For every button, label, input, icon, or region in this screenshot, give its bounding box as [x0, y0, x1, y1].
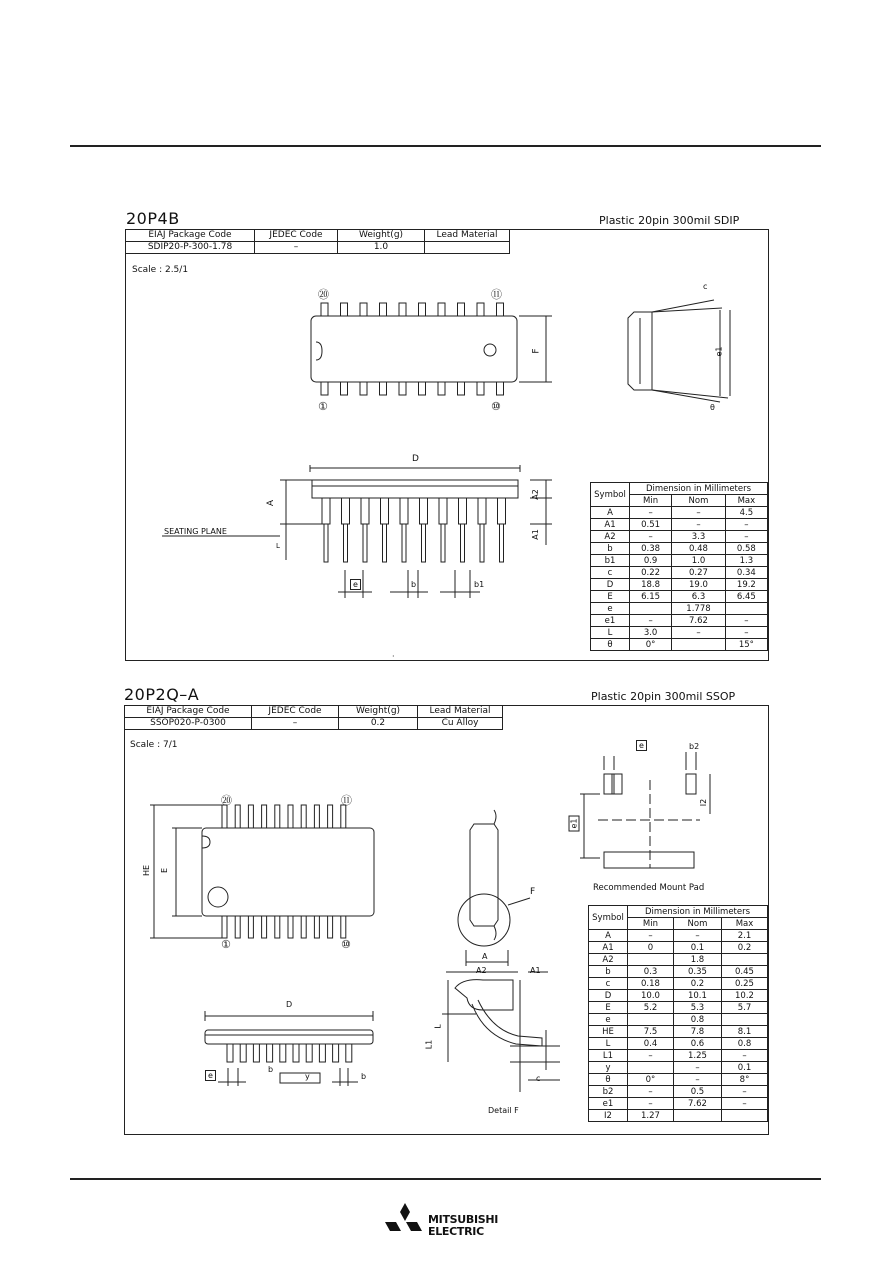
ssop-lead [240, 1044, 246, 1062]
ssop-lead [253, 1044, 259, 1062]
dim-symbol: D [589, 990, 628, 1002]
ssop-dim-A-label: A [482, 952, 488, 961]
value-lead-material-ssop: Cu Alloy [418, 718, 503, 730]
header-weight: Weight(g) [338, 230, 425, 242]
dim-symbol: L1 [589, 1050, 628, 1062]
value-eiaj-ssop: SSOP020-P-0300 [125, 718, 252, 730]
dim-header-nom: Nom [672, 495, 726, 507]
ssop-pin20-label: ⑳ [221, 794, 232, 807]
value-weight-ssop: 0.2 [339, 718, 418, 730]
dim-min: 0.3 [628, 966, 674, 978]
ssop-lead [235, 916, 240, 938]
dim-header-symbol: Symbol [591, 483, 630, 507]
dim-symbol: D [591, 579, 630, 591]
ssop-lead [319, 1044, 325, 1062]
ssop-lead [301, 916, 306, 938]
dim-min: – [630, 531, 672, 543]
dim-max: 10.2 [721, 990, 767, 1002]
header-lead-material-ssop: Lead Material [418, 706, 503, 718]
ssop-lead [288, 805, 293, 828]
dim-max: 0.25 [721, 978, 767, 990]
sdip-dim-D-label: D [412, 454, 419, 464]
dim-symbol: b [591, 543, 630, 555]
header-jedec-ssop: JEDEC Code [252, 706, 339, 718]
ssop-lead [328, 916, 333, 938]
ssop-dimension-row [589, 1098, 768, 1110]
ssop-lead [306, 1044, 312, 1062]
ssop-dimension-row [589, 942, 768, 954]
dim-nom: 3.3 [672, 531, 726, 543]
sdip-dim-c-label: c [703, 282, 708, 291]
ssop-dim-D-label: D [286, 1000, 293, 1009]
dim-nom: 1.0 [672, 555, 726, 567]
dim-max: 5.7 [721, 1002, 767, 1014]
scale-label-ssop: Scale : 7/1 [130, 740, 178, 750]
dim-min [628, 954, 674, 966]
value-eiaj: SDIP20-P-300-1.78 [126, 242, 255, 254]
ssop-dim-L-label: L [433, 1024, 443, 1029]
ssop-lead [262, 916, 267, 938]
dim-max: – [725, 627, 767, 639]
dim-symbol: θ [589, 1074, 628, 1086]
dim-max: – [721, 1098, 767, 1110]
ssop-lead [346, 1044, 352, 1062]
ssop-lead [222, 916, 227, 938]
ssop-dim-e-label: e [205, 1070, 216, 1081]
dim-max: – [725, 531, 767, 543]
dim-max [721, 954, 767, 966]
dim-header-group-ssop: Dimension in Millimeters [628, 906, 768, 918]
dim-nom: 6.3 [672, 591, 726, 603]
dim-nom: 7.8 [673, 1026, 721, 1038]
dim-max: – [721, 1050, 767, 1062]
ssop-lead [267, 1044, 273, 1062]
dim-min: 0° [628, 1074, 674, 1086]
dim-symbol: b1 [591, 555, 630, 567]
sdip-pin11-label: ⑪ [491, 288, 502, 301]
ssop-lead [248, 916, 253, 938]
ssop-dimension-row [589, 1026, 768, 1038]
sdip-pin10-label: ⑩ [491, 400, 501, 413]
dim-max: – [721, 1086, 767, 1098]
dim-nom: 7.62 [672, 615, 726, 627]
dim-max: 4.5 [725, 507, 767, 519]
sdip-dim-A2-label: A2 [530, 489, 540, 500]
dim-symbol: y [589, 1062, 628, 1074]
dim-nom [673, 1110, 721, 1122]
ssop-mount-pad-label: Recommended Mount Pad [593, 883, 705, 893]
ssop-lead [341, 805, 346, 828]
dim-min: 0.22 [630, 567, 672, 579]
header-eiaj: EIAJ Package Code [126, 230, 255, 242]
dim-max: 8° [721, 1074, 767, 1086]
ssop-lead [288, 916, 293, 938]
dim-symbol: I2 [589, 1110, 628, 1122]
dim-max: 0.1 [721, 1062, 767, 1074]
ssop-dimension-row [589, 1074, 768, 1086]
dim-min: – [628, 1098, 674, 1110]
scale-label-sdip: Scale : 2.5/1 [132, 265, 189, 275]
ssop-dim-h-label: b [361, 1072, 367, 1081]
dim-max: 6.45 [725, 591, 767, 603]
dim-nom: 1.778 [672, 603, 726, 615]
sdip-dim-b1-label: b1 [474, 580, 485, 589]
value-jedec: – [255, 242, 338, 254]
dim-min: 7.5 [628, 1026, 674, 1038]
dim-nom: 7.62 [673, 1098, 721, 1110]
dim-symbol: A1 [589, 942, 628, 954]
dim-min: – [628, 930, 674, 942]
ssop-dimension-row [589, 1062, 768, 1074]
dim-nom: 0.1 [673, 942, 721, 954]
dim-nom: 0.8 [673, 1014, 721, 1026]
dim-min: 3.0 [630, 627, 672, 639]
ssop-pad-I2-label: I2 [699, 798, 709, 807]
dim-min: 0.18 [628, 978, 674, 990]
ssop-pin10-label: ⑩ [341, 938, 351, 951]
dim-max: 8.1 [721, 1026, 767, 1038]
dim-header-min: Min [630, 495, 672, 507]
value-weight: 1.0 [338, 242, 425, 254]
dim-header-symbol-ssop: Symbol [589, 906, 628, 930]
dim-max: 0.2 [721, 942, 767, 954]
dim-symbol: HE [589, 1026, 628, 1038]
ssop-dim-c-label: c [536, 1074, 541, 1083]
ssop-lead [333, 1044, 339, 1062]
dim-nom: 1.8 [673, 954, 721, 966]
ssop-dimension-row [589, 990, 768, 1002]
dim-max: 0.8 [721, 1038, 767, 1050]
ssop-pad-e-label: e [636, 740, 647, 751]
dim-symbol: c [591, 567, 630, 579]
dim-symbol: e1 [591, 615, 630, 627]
ssop-lead [341, 916, 346, 938]
ssop-dimension-row [589, 1002, 768, 1014]
dim-symbol: L [589, 1038, 628, 1050]
dim-nom: – [673, 930, 721, 942]
dim-max: 2.1 [721, 930, 767, 942]
ssop-pin11-label: ⑪ [341, 794, 352, 807]
ssop-dim-A1-label: A1 [530, 966, 541, 975]
dim-symbol: A1 [591, 519, 630, 531]
dim-nom: 0.27 [672, 567, 726, 579]
dim-header-max-ssop: Max [721, 918, 767, 930]
header-weight-ssop: Weight(g) [339, 706, 418, 718]
dim-min: 0 [628, 942, 674, 954]
dim-min: 6.15 [630, 591, 672, 603]
dim-symbol: θ [591, 639, 630, 651]
package-description-sdip: Plastic 20pin 300mil SDIP [599, 214, 740, 227]
ssop-dimension-row [589, 1014, 768, 1026]
ssop-lead [248, 805, 253, 828]
ssop-lead [293, 1044, 299, 1062]
dim-header-max: Max [725, 495, 767, 507]
dim-max [721, 1014, 767, 1026]
dim-max: 19.2 [725, 579, 767, 591]
dim-min [628, 1014, 674, 1026]
dimension-table-ssop [588, 905, 768, 1122]
ssop-dimension-row [589, 1050, 768, 1062]
dim-max: – [725, 615, 767, 627]
dim-min [628, 1062, 674, 1074]
svg-text:·: · [392, 652, 395, 661]
ssop-dimension-row [589, 1110, 768, 1122]
dim-nom: – [672, 507, 726, 519]
ssop-lead [262, 805, 267, 828]
dim-nom: – [673, 1074, 721, 1086]
ssop-lead [314, 916, 319, 938]
ssop-pin1-label: ① [221, 938, 231, 951]
ssop-lead [227, 1044, 233, 1062]
dim-symbol: c [589, 978, 628, 990]
bottom-rule [70, 1178, 821, 1180]
ssop-dimension-row [589, 978, 768, 990]
ssop-lead [275, 916, 280, 938]
value-jedec-ssop: – [252, 718, 339, 730]
dim-nom: – [672, 627, 726, 639]
ssop-lead [328, 805, 333, 828]
dim-nom: – [672, 519, 726, 531]
dim-max: 0.45 [721, 966, 767, 978]
dim-symbol: A [591, 507, 630, 519]
dim-min: 5.2 [628, 1002, 674, 1014]
ssop-lead [314, 805, 319, 828]
dim-nom: 0.2 [673, 978, 721, 990]
ssop-dim-y-label: y [305, 1072, 310, 1081]
dim-min: 0.9 [630, 555, 672, 567]
dim-nom: 1.25 [673, 1050, 721, 1062]
dim-min: 0.4 [628, 1038, 674, 1050]
sdip-dim-A-label: A [266, 499, 277, 507]
dim-symbol: b [589, 966, 628, 978]
dim-max: 1.3 [725, 555, 767, 567]
dim-symbol: e [591, 603, 630, 615]
ssop-dimension-row [589, 1038, 768, 1050]
ssop-lead [301, 805, 306, 828]
dim-max: 0.58 [725, 543, 767, 555]
header-lead-material: Lead Material [425, 230, 510, 242]
dim-symbol: A2 [589, 954, 628, 966]
dim-min: – [630, 507, 672, 519]
ssop-lead [235, 805, 240, 828]
sdip-dim-theta-label: θ [710, 403, 715, 412]
ssop-lead [280, 1044, 286, 1062]
ssop-dimension-row [589, 1086, 768, 1098]
dim-min: 18.8 [630, 579, 672, 591]
package-description-ssop: Plastic 20pin 300mil SSOP [591, 690, 736, 703]
dim-nom: 5.3 [673, 1002, 721, 1014]
dim-nom: 0.5 [673, 1086, 721, 1098]
sdip-dim-F-label: F [531, 348, 542, 354]
ssop-lead [222, 805, 227, 828]
dim-min: 10.0 [628, 990, 674, 1002]
sdip-dim-L-label: L [276, 542, 280, 550]
mitsubishi-diamonds-logo [384, 1203, 426, 1241]
ssop-dimension-row [589, 966, 768, 978]
ssop-dim-E-label: E [160, 867, 170, 874]
ssop-dim-A2-label: A2 [476, 966, 487, 975]
dim-max: 0.34 [725, 567, 767, 579]
dim-nom: 0.35 [673, 966, 721, 978]
dim-nom: 0.48 [672, 543, 726, 555]
sdip-dim-e-label: e [350, 579, 361, 590]
ssop-detail-label: Detail F [488, 1106, 519, 1115]
dim-nom: 19.0 [672, 579, 726, 591]
dim-max [721, 1110, 767, 1122]
dim-symbol: e [589, 1014, 628, 1026]
dim-symbol: E [591, 591, 630, 603]
logo-text-line1: MITSUBISHI [428, 1213, 499, 1226]
dim-max: – [725, 519, 767, 531]
logo-text-line2: ELECTRIC [428, 1225, 484, 1238]
dim-symbol: A2 [591, 531, 630, 543]
dim-min: – [630, 615, 672, 627]
dim-nom: – [673, 1062, 721, 1074]
dim-min: 0.38 [630, 543, 672, 555]
sdip-dim-b-label: b [411, 580, 417, 589]
dim-min: – [628, 1086, 674, 1098]
dim-min: 1.27 [628, 1110, 674, 1122]
dim-min: 0° [630, 639, 672, 651]
dim-symbol: L [591, 627, 630, 639]
sdip-seating-plane-label: SEATING PLANE [164, 527, 227, 536]
sdip-pin20-label: ⑳ [318, 288, 329, 301]
ssop-pad-e1-label: e1 [569, 815, 580, 831]
package-code-20p4b: 20P4B [126, 209, 180, 228]
ssop-dim-HE-label: HE [142, 864, 152, 877]
sdip-pin1-label: ① [318, 400, 328, 413]
ssop-dim-L1-label: L1 [424, 1039, 434, 1050]
dim-header-group: Dimension in Millimeters [630, 483, 768, 495]
header-jedec: JEDEC Code [255, 230, 338, 242]
ssop-dim-b-label: b [268, 1065, 274, 1074]
ssop-dim-F-label: F [530, 887, 536, 897]
dim-max: 15° [725, 639, 767, 651]
header-eiaj-ssop: EIAJ Package Code [125, 706, 252, 718]
dim-nom: 0.6 [673, 1038, 721, 1050]
dim-min: – [628, 1050, 674, 1062]
dim-symbol: b2 [589, 1086, 628, 1098]
dim-header-min-ssop: Min [628, 918, 674, 930]
sdip-dim-e1-label: e1 [714, 346, 724, 357]
ssop-dimension-row [589, 930, 768, 942]
ssop-pad-b2-label: b2 [689, 742, 700, 751]
dim-header-nom-ssop: Nom [673, 918, 721, 930]
ssop-lead [275, 805, 280, 828]
sdip-dim-A1-label: A1 [530, 529, 540, 540]
package-code-20p2q-a: 20P2Q–A [124, 685, 200, 704]
dim-symbol: A [589, 930, 628, 942]
ssop-dimension-row [589, 954, 768, 966]
dim-symbol: E [589, 1002, 628, 1014]
dim-symbol: e1 [589, 1098, 628, 1110]
dim-min: 0.51 [630, 519, 672, 531]
dim-nom: 10.1 [673, 990, 721, 1002]
